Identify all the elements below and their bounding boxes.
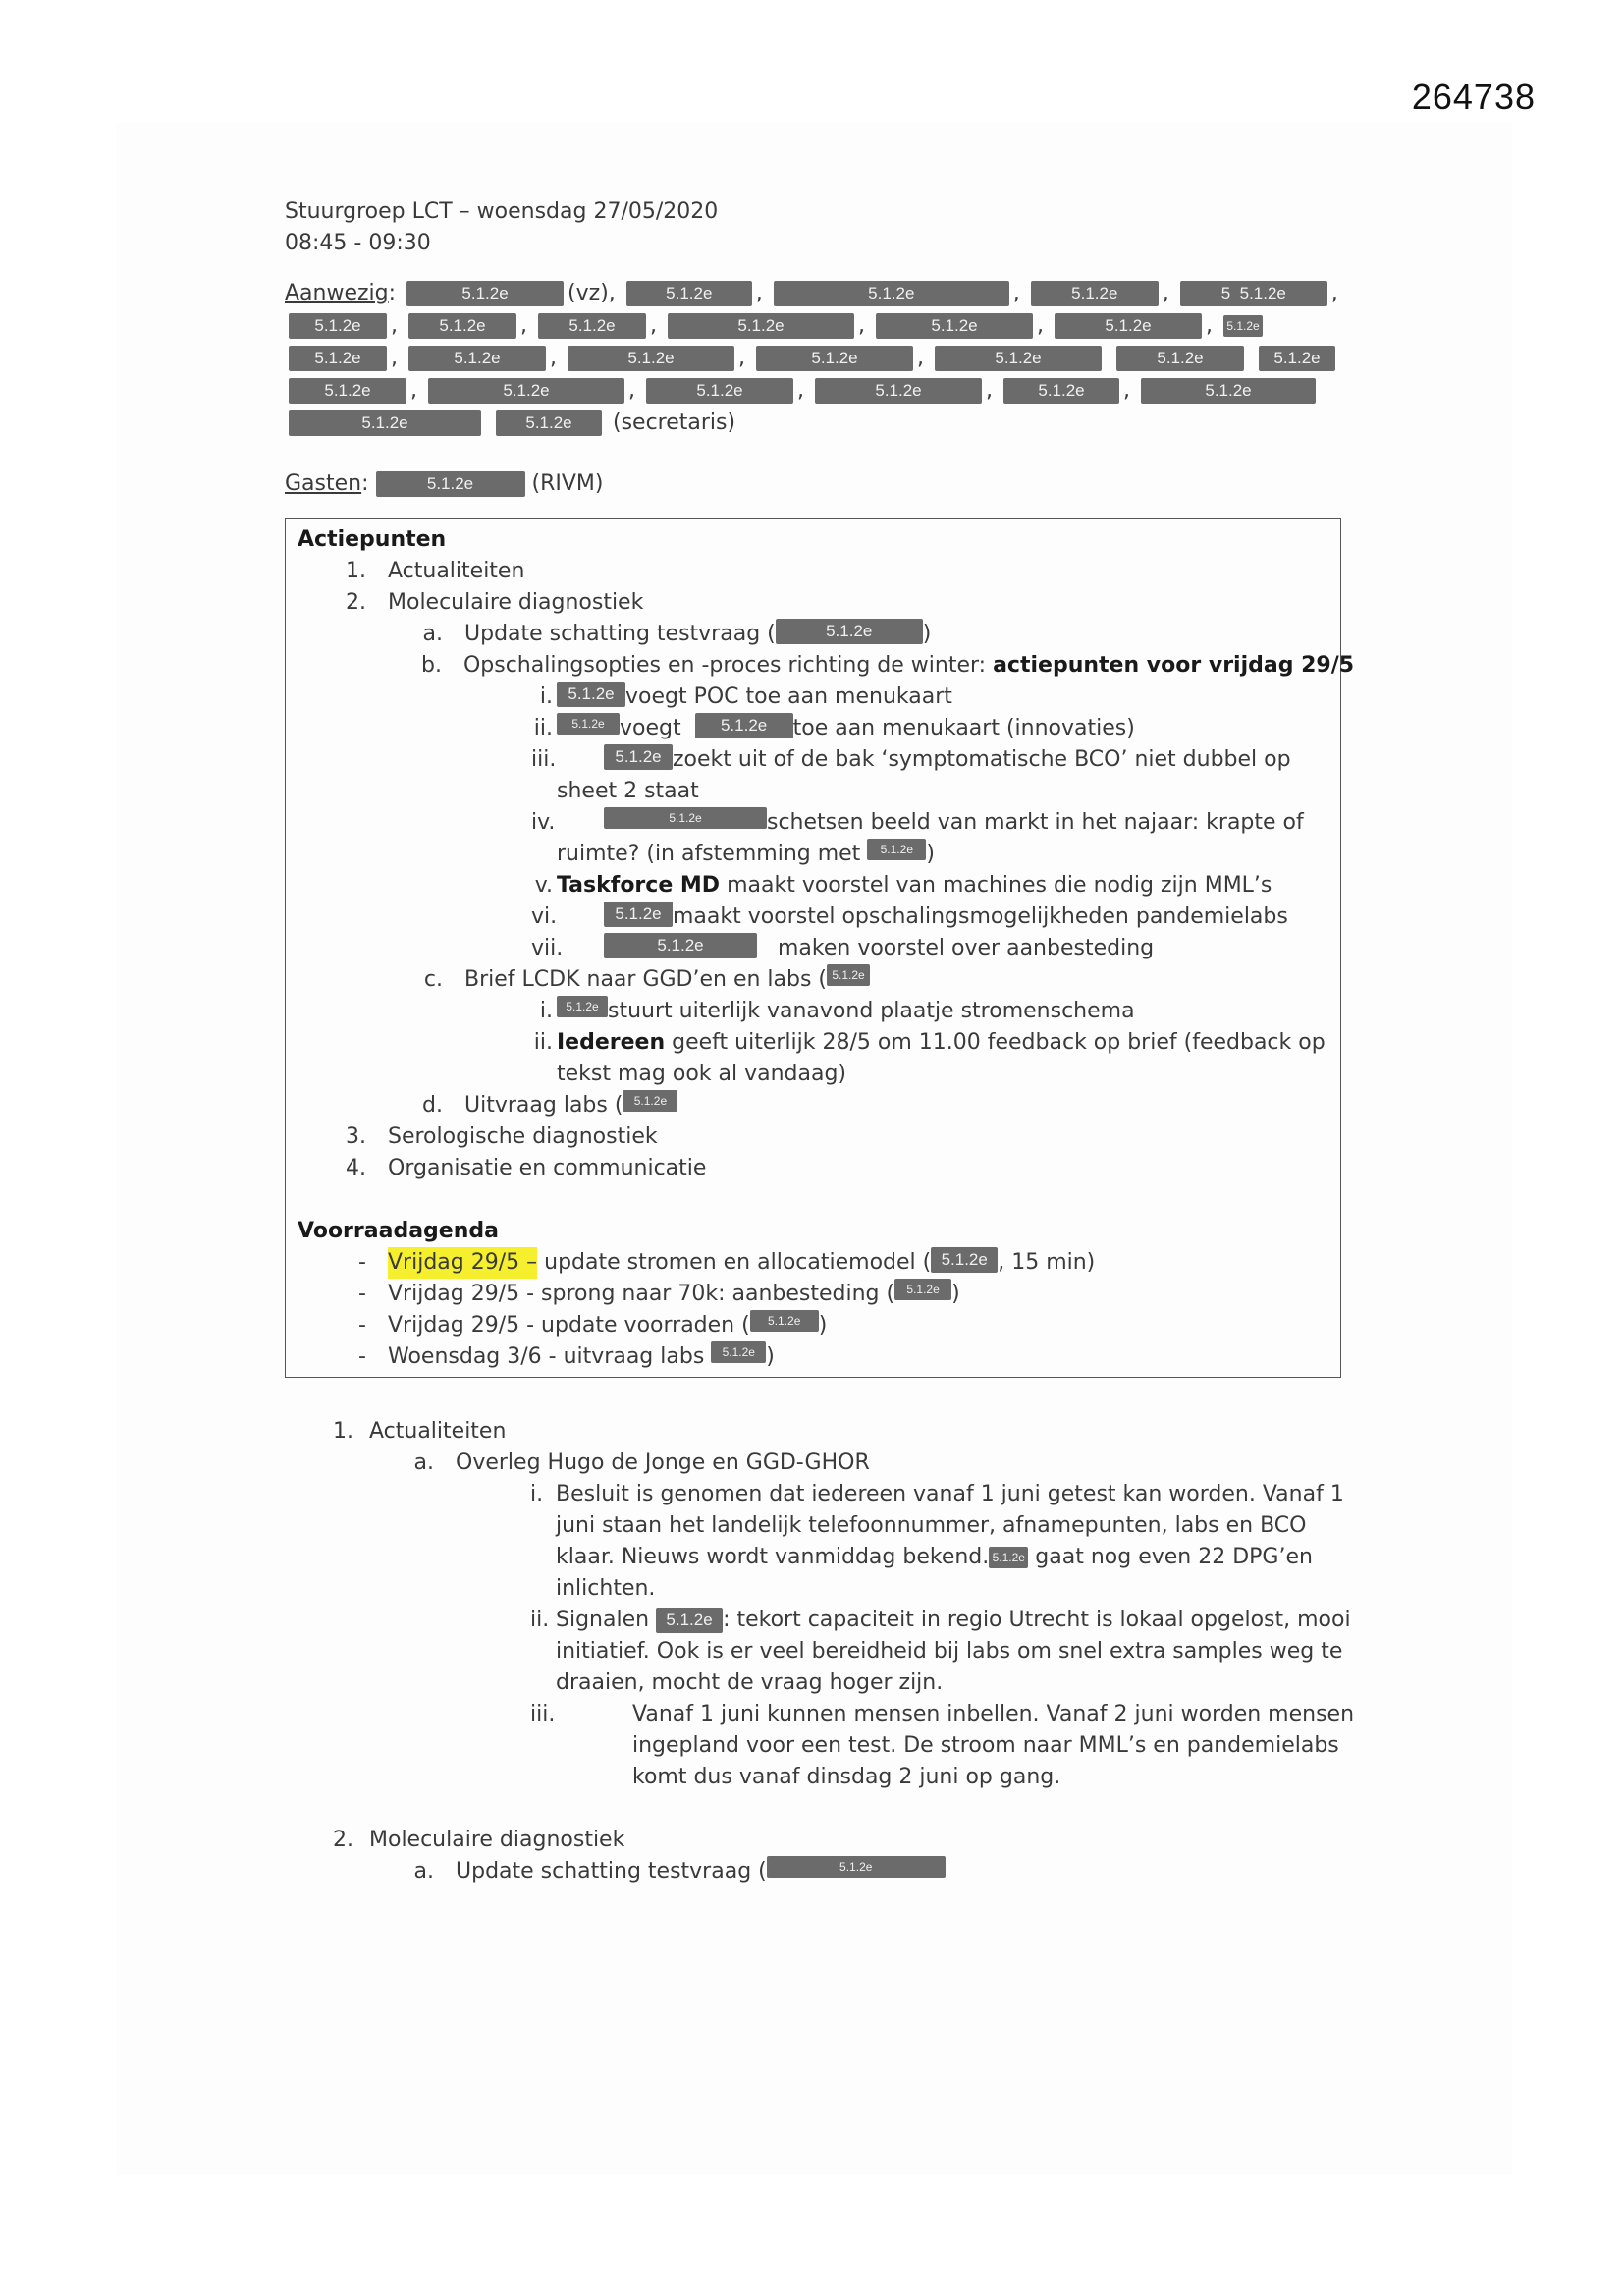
redaction: 5.1.2e (695, 713, 793, 738)
redaction: 5.1.2e (1223, 315, 1263, 337)
action-points-heading: Actiepunten (298, 527, 447, 552)
redaction: 5.1.2e (289, 346, 387, 371)
list-item: vii. 5.1.2e maken voorstel over aanbesteding (298, 933, 1328, 964)
list-item: iii. 5.1.2e zoekt uit of de bak ‘symptomatische BCO’ niet dubbel op (298, 744, 1328, 776)
redaction: 5 5.1.2e (1180, 281, 1327, 306)
list-item: i. 5.1.2e voegt POC toe aan menukaart (298, 682, 1328, 713)
guest-list: Gasten: 5.1.2e (RIVM) (285, 471, 604, 496)
guests-label: Gasten (285, 471, 362, 496)
redaction: 5.1.2e (557, 682, 625, 707)
redaction: 5.1.2e (623, 1090, 677, 1112)
subsection-heading: a. Update schatting testvraag ( 5.1.2e (324, 1856, 1365, 1887)
list-item: b. Opschalingsopties en -proces richting de winter: actiepunten voor vrijdag 29/5 (421, 653, 1355, 678)
redaction: 5.1.2e (1141, 378, 1316, 404)
meeting-time: 08:45 - 09:30 (285, 231, 431, 255)
list-item: 2. Moleculaire diagnostiek (346, 590, 644, 615)
redaction: 5.1.2e (496, 410, 602, 436)
list-item: 4. Organisatie en communicatie (346, 1156, 707, 1180)
redaction: 5.1.2e (750, 1310, 819, 1332)
redaction: 5.1.2e (767, 1856, 946, 1878)
redaction: 5.1.2e (656, 1608, 723, 1633)
redaction: 5.1.2e (867, 839, 926, 860)
list-item: vi. 5.1.2e maakt voorstel opschalingsmogelijkheden pandemielabs (298, 902, 1328, 933)
redaction: 5.1.2e (1055, 313, 1202, 339)
redaction: 5.1.2e (604, 744, 673, 770)
redaction: 5.1.2e (604, 933, 757, 958)
section-heading: 1. Actualiteiten (333, 1419, 507, 1444)
redaction: 5.1.2e (815, 378, 982, 404)
list-item: - Vrijdag 29/5 - update voorraden ( 5.1.2e ) (298, 1310, 1328, 1341)
redaction: 5.1.2e (931, 1247, 998, 1273)
redaction: 5.1.2e (626, 281, 752, 306)
page-content (285, 196, 1365, 1378)
redaction: 5.1.2e (876, 313, 1033, 339)
action-points-box: Actiepunten 1. Actualiteiten 2. Moleculaire diagnostiek a. Update schatting testvraag ( 5.1.2e ) b. Opschalingsopties en -proces richting de winter: actiepunten voor vrijdag 29/5 i. 5.1.2e voegt POC toe aan menukaart ii. 5.1.2e voegt 5.1.2e toe aan menukaart (innovaties) iii. 5.1.2e zoekt uit of de bak ‘symptomatische BCO’ niet dubbel op sheet 2 staat iv. 5.1.2e schetsen beeld van markt in het najaar: krapte of ruimte? (in afstemming met 5.1.2e ) v. Taskforce MD maakt voorstel van machines die nodig zijn MML’s vi. 5.1.2e maakt voorstel opschalingsmogelijkheden pandemielabs vii. 5.1.2e maken voorstel over aanbesteding c. Brief LCDK naar GGD’en en labs ( 5.1.2e i. 5.1.2e stuurt uiterlijk vanavond plaatje stromenschema ii. Iedereen geeft uiterlijk 28/5 om 11.00 feedback op brief (feedback op tekst mag ook al vandaag) d. Uitvraag labs ( 5.1.2e 3. Serologische diagnostiek 4. Organisatie en communicatie Voorraadagenda - Vrijdag 29/5 – update stromen en allocatiemodel ( 5.1.2e , 15 min) - Vrijdag 29/5 - sprong naar 70k: aanbesteding ( 5.1.2e ) - Vrijdag 29/5 - update voorraden ( 5.1.2e ) - Woensdag 3/6 - uitvraag labs 5.1.2e ) (285, 518, 1341, 1378)
redaction: 5.1.2e (894, 1279, 951, 1300)
list-item: ii. 5.1.2e voegt 5.1.2e toe aan menukaart (innovaties) (298, 713, 1328, 744)
redaction: 5.1.2e (827, 964, 870, 986)
redaction: 5.1.2e (711, 1341, 766, 1363)
list-item: d. Uitvraag labs ( 5.1.2e (298, 1090, 1328, 1121)
subsection-heading: a. Overleg Hugo de Jonge en GGD-GHOR (413, 1450, 870, 1475)
redaction: 5.1.2e (538, 313, 646, 339)
meeting-title: Stuurgroep LCT – woensdag 27/05/2020 (285, 199, 719, 224)
paragraph: iii. Vanaf 1 juni kunnen mensen inbellen. Vanaf 2 juni worden mensen ingepland voor een test. De stroom naar MML’s en pandemielabs komt dus vanaf dinsdag 2 juni op gang. (530, 1702, 1355, 1789)
redaction: 5.1.2e (557, 713, 620, 735)
redaction: 5.1.2e (668, 313, 854, 339)
redaction: 5.1.2e (989, 1547, 1028, 1568)
redaction: 5.1.2e (376, 471, 525, 497)
chair-suffix: (vz), (568, 281, 616, 305)
list-item: ii. Iedereen geeft uiterlijk 28/5 om 11.00 feedback op brief (feedback op (533, 1030, 1326, 1055)
list-item: - Vrijdag 29/5 - sprong naar 70k: aanbesteding ( 5.1.2e ) (298, 1279, 1328, 1310)
redaction: 5.1.2e (1003, 378, 1119, 404)
list-item: a. Update schatting testvraag ( 5.1.2e ) (298, 619, 1328, 650)
redaction: 5.1.2e (289, 410, 481, 436)
redaction: 5.1.2e (557, 996, 608, 1017)
redaction: 5.1.2e (568, 346, 734, 371)
list-item: v. Taskforce MD maakt voorstel van machines die nodig zijn MML’s (534, 873, 1272, 898)
redaction: 5.1.2e (408, 346, 546, 371)
attendance-label: Aanwezig (285, 281, 389, 305)
document-number: 264738 (1411, 77, 1536, 117)
redaction: 5.1.2e (1031, 281, 1159, 306)
redaction: 5.1.2e (1116, 346, 1244, 371)
redaction: 5.1.2e (289, 378, 406, 404)
guests-suffix: (RIVM) (531, 471, 604, 496)
redaction: 5.1.2e (1259, 346, 1335, 371)
section-heading: 2. Moleculaire diagnostiek (333, 1828, 625, 1852)
redaction: 5.1.2e (774, 281, 1009, 306)
stock-agenda-heading: Voorraadagenda (298, 1219, 499, 1243)
secretary-suffix: (secretaris) (613, 410, 736, 435)
list-item: i. 5.1.2e stuurt uiterlijk vanavond plaatje stromenschema (298, 996, 1328, 1027)
redaction: 5.1.2e (408, 313, 516, 339)
list-item: c. Brief LCDK naar GGD’en en labs ( 5.1.2e (298, 964, 1328, 996)
redaction: 5.1.2e (776, 619, 923, 644)
minutes-body (324, 1416, 1365, 1887)
redaction: 5.1.2e (646, 378, 793, 404)
paragraph: ii. Signalen 5.1.2e : tekort capaciteit in regio Utrecht is lokaal opgelost, mooi initiatief. Ook is er veel bereidheid bij labs om snel extra samples weg te draaien, mocht de vraag hoger zijn. (530, 1608, 1351, 1695)
redaction: 5.1.2e (428, 378, 624, 404)
list-item: - Woensdag 3/6 - uitvraag labs 5.1.2e ) (298, 1341, 1328, 1373)
redaction: 5.1.2e (935, 346, 1102, 371)
redaction: 5.1.2e (604, 902, 673, 927)
redaction: 5.1.2e (604, 807, 767, 829)
attendee-list: Aanwezig: 5.1.2e (vz), 5.1.2e , 5.1.2e , 5.1.2e , 5 5.1.2e , 5.1.2e , 5.1.2e , 5.1.2e , 5.1.2e , 5.1.2e , 5.1.2e , 5.1.2e 5.1.2e , 5.1.2e , 5.1.2e , 5.1.2e , 5.1.2e 5.1.2e 5.1.2e 5.1.2e , 5.1.2e , 5.1.2e , 5.1.2e , 5.1.2e , 5.1.2e 5.1.2e 5.1.2e (secretaris) (285, 281, 1338, 435)
redaction: 5.1.2e (756, 346, 913, 371)
list-item: 1. Actualiteiten (346, 559, 525, 583)
paragraph: i. Besluit is genomen dat iedereen vanaf 1 juni getest kan worden. Vanaf 1 juni staan het landelijk telefoonnummer, afnamepunten, labs en BCO klaar. Nieuws wordt vanmiddag bekend. 5.1.2e gaat nog even 22 DPG’en inlichten. (530, 1482, 1344, 1601)
redaction: 5.1.2e (406, 281, 564, 306)
list-item: - Vrijdag 29/5 – update stromen en allocatiemodel ( 5.1.2e , 15 min) (298, 1247, 1328, 1279)
redaction: 5.1.2e (289, 313, 387, 339)
list-item: 3. Serologische diagnostiek (346, 1124, 658, 1149)
list-item: iv. 5.1.2e schetsen beeld van markt in het najaar: krapte of (298, 807, 1328, 839)
